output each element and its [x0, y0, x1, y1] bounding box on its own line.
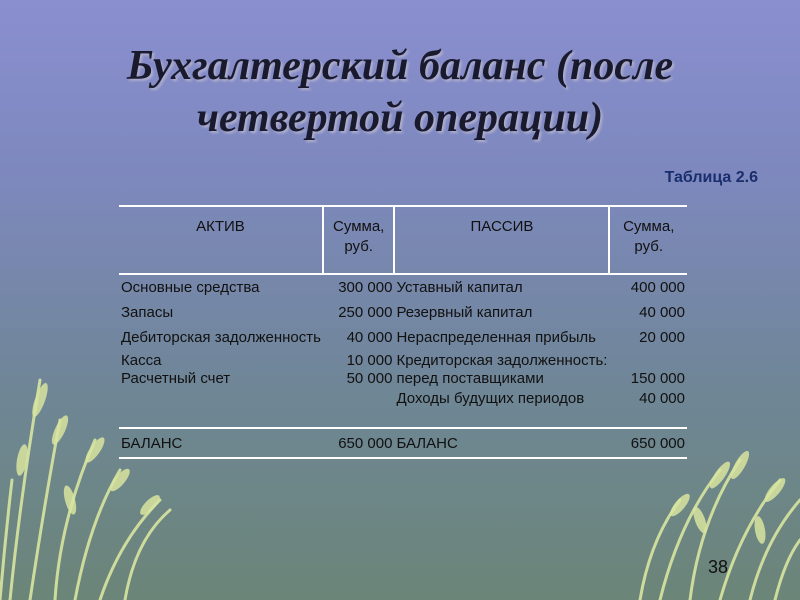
asset-cell: Запасы — [121, 304, 174, 321]
liability-sum-cell: 40 000 — [639, 304, 685, 321]
asset-sum-cell — [323, 388, 395, 413]
total-row — [119, 428, 687, 458]
liability-sum-cell: 150 000 — [630, 370, 685, 387]
asset-cell: Дебиторская задолженность — [121, 329, 321, 346]
table-row — [119, 327, 687, 352]
liability-cell: Резервный капитал — [396, 304, 533, 321]
slide-title: Бухгалтерский баланс (после четвертой операции) — [126, 43, 674, 141]
liability-cell: перед поставщиками — [396, 370, 544, 387]
header-asset: АКТИВ — [196, 218, 245, 235]
total-asset-label: БАЛАНС — [119, 428, 323, 458]
liability-sum-cell — [609, 352, 687, 370]
table-row — [119, 274, 687, 302]
total-asset-sum: 650 000 — [323, 428, 395, 458]
asset-sum-cell: 50 000 — [346, 370, 393, 387]
header-asset-sum: Сумма, руб. — [323, 206, 395, 274]
liability-cell: Нераспределенная прибыль — [396, 329, 596, 346]
liability-cell: Кредиторская задолженность: — [396, 352, 608, 369]
total-liability-sum: 650 000 — [609, 428, 687, 458]
asset-cell: Касса — [121, 352, 162, 369]
liability-sum-cell: 400 000 — [630, 279, 685, 296]
asset-sum-cell: 40 000 — [346, 329, 393, 346]
balance-table — [119, 205, 687, 459]
liability-sum-cell: 20 000 — [639, 329, 685, 346]
asset-sum-cell: 250 000 — [338, 304, 393, 321]
table-caption: Таблица 2.6 — [664, 169, 758, 186]
table-row — [119, 352, 687, 370]
asset-cell: Основные средства — [121, 279, 260, 296]
page-number: 38 — [708, 557, 729, 577]
asset-cell — [119, 388, 323, 413]
liability-sum-cell: 40 000 — [639, 390, 685, 407]
liability-cell: Доходы будущих периодов — [396, 390, 585, 407]
header-liability: ПАССИВ — [394, 206, 609, 274]
asset-cell: Расчетный счет — [121, 370, 231, 387]
table-row — [119, 302, 687, 327]
asset-sum-cell: 10 000 — [346, 352, 393, 369]
spacer-row — [119, 413, 687, 428]
header-liability-sum: Сумма, руб. — [609, 206, 687, 274]
table-row — [119, 388, 687, 413]
asset-sum-cell: 300 000 — [338, 279, 393, 296]
table-header-row — [119, 206, 687, 274]
total-liability-label: БАЛАНС — [394, 428, 609, 458]
table-row — [119, 370, 687, 388]
liability-cell: Уставный капитал — [396, 279, 523, 296]
